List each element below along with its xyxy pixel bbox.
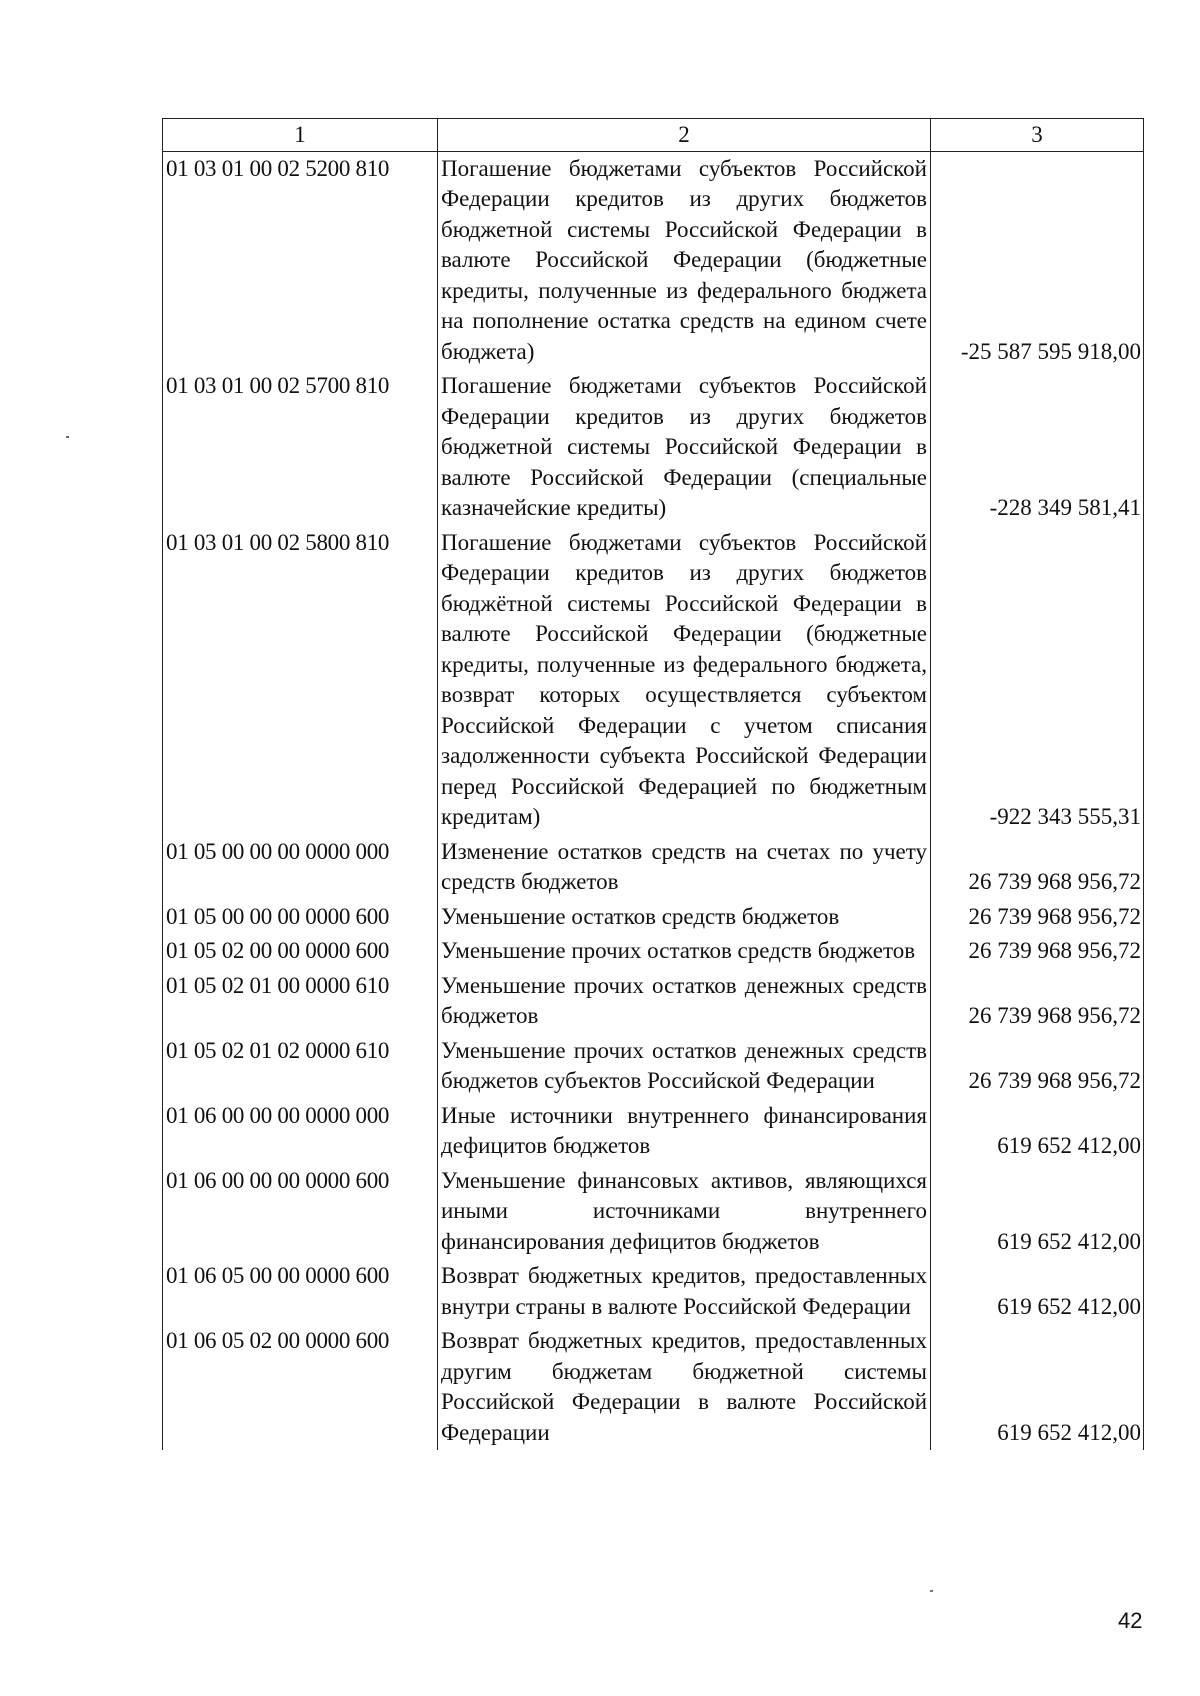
scan-artifact [66, 436, 69, 438]
row-code: 01 05 02 01 02 0000 610 [163, 1034, 438, 1099]
row-name: Возврат бюджетных кредитов, предоставленных другим бюджетам бюджетной системы Российской Федерации в валюте Российской Федерации [438, 1324, 931, 1450]
row-name: Изменение остатков средств на счетах по учету средств бюджетов [438, 835, 931, 900]
row-name: Уменьшение остатков средств бюджетов [438, 900, 931, 935]
table-row [163, 1259, 1144, 1324]
table-row [163, 526, 1144, 835]
row-name: Погашение бюджетами субъектов Российской Федерации кредитов из других бюджетов бюджётной системы Российской Федерации в валюте Российской Федерации (бюджетные кредиты, полученные из федерального бюджета, возврат которых осуществляется субъектом Российской Федерации с учетом списания задолженности субъекта Российской Федерации перед Российской Федерацией по бюджетным кредитам) [438, 526, 931, 835]
row-amount: -25 587 595 918,00 [931, 151, 1144, 369]
row-code: 01 06 00 00 00 0000 000 [163, 1099, 438, 1164]
table-row [163, 1034, 1144, 1099]
column-header-amount: 3 [931, 119, 1144, 152]
row-amount: 619 652 412,00 [931, 1164, 1144, 1260]
table-row [163, 969, 1144, 1034]
row-name: Уменьшение прочих остатков денежных средств бюджетов [438, 969, 931, 1034]
row-name: Уменьшение прочих остатков денежных средств бюджетов субъектов Российской Федерации [438, 1034, 931, 1099]
row-name: Погашение бюджетами субъектов Российской Федерации кредитов из других бюджетов бюджетной системы Российской Федерации в валюте Российской Федерации (специальные казначейские кредиты) [438, 369, 931, 526]
row-amount: 26 739 968 956,72 [931, 900, 1144, 935]
row-amount: 26 739 968 956,72 [931, 1034, 1144, 1099]
row-name: Иные источники внутреннего финансирования дефицитов бюджетов [438, 1099, 931, 1164]
row-code: 01 06 05 02 00 0000 600 [163, 1324, 438, 1450]
row-code: 01 03 01 00 02 5200 810 [163, 151, 438, 369]
row-amount: -228 349 581,41 [931, 369, 1144, 526]
sources-table [162, 118, 1144, 1450]
column-header-name: 2 [438, 119, 931, 152]
row-amount: 26 739 968 956,72 [931, 969, 1144, 1034]
table-row [163, 900, 1144, 935]
row-code: 01 03 01 00 02 5800 810 [163, 526, 438, 835]
row-code: 01 05 02 00 00 0000 600 [163, 934, 438, 969]
table-row [163, 1099, 1144, 1164]
table-row [163, 934, 1144, 969]
column-header-code: 1 [163, 119, 438, 152]
row-amount: 619 652 412,00 [931, 1259, 1144, 1324]
sources-table-container [162, 118, 1143, 1450]
scan-artifact [930, 1590, 933, 1592]
table-row [163, 1324, 1144, 1450]
row-code: 01 03 01 00 02 5700 810 [163, 369, 438, 526]
row-name: Возврат бюджетных кредитов, предоставленных внутри страны в валюте Российской Федерации [438, 1259, 931, 1324]
table-header-row [163, 119, 1144, 152]
row-code: 01 05 00 00 00 0000 600 [163, 900, 438, 935]
row-code: 01 06 05 00 00 0000 600 [163, 1259, 438, 1324]
table-row [163, 1164, 1144, 1260]
row-amount: 26 739 968 956,72 [931, 835, 1144, 900]
row-amount: 26 739 968 956,72 [931, 934, 1144, 969]
row-code: 01 05 00 00 00 0000 000 [163, 835, 438, 900]
page-number: 42 [1118, 1608, 1143, 1633]
row-amount: 619 652 412,00 [931, 1324, 1144, 1450]
table-row [163, 369, 1144, 526]
row-name: Погашение бюджетами субъектов Российской Федерации кредитов из других бюджетов бюджетной системы Российской Федерации в валюте Российской Федерации (бюджетные кредиты, полученные из федерального бюджета на пополнение остатка средств на едином счете бюджета) [438, 151, 931, 369]
row-name: Уменьшение финансовых активов, являющихся иными источниками внутреннего финансирования дефицитов бюджетов [438, 1164, 931, 1260]
row-name: Уменьшение прочих остатков средств бюджетов [438, 934, 931, 969]
row-code: 01 05 02 01 00 0000 610 [163, 969, 438, 1034]
table-row [163, 151, 1144, 369]
row-code: 01 06 00 00 00 0000 600 [163, 1164, 438, 1260]
row-amount: -922 343 555,31 [931, 526, 1144, 835]
row-amount: 619 652 412,00 [931, 1099, 1144, 1164]
table-row [163, 835, 1144, 900]
